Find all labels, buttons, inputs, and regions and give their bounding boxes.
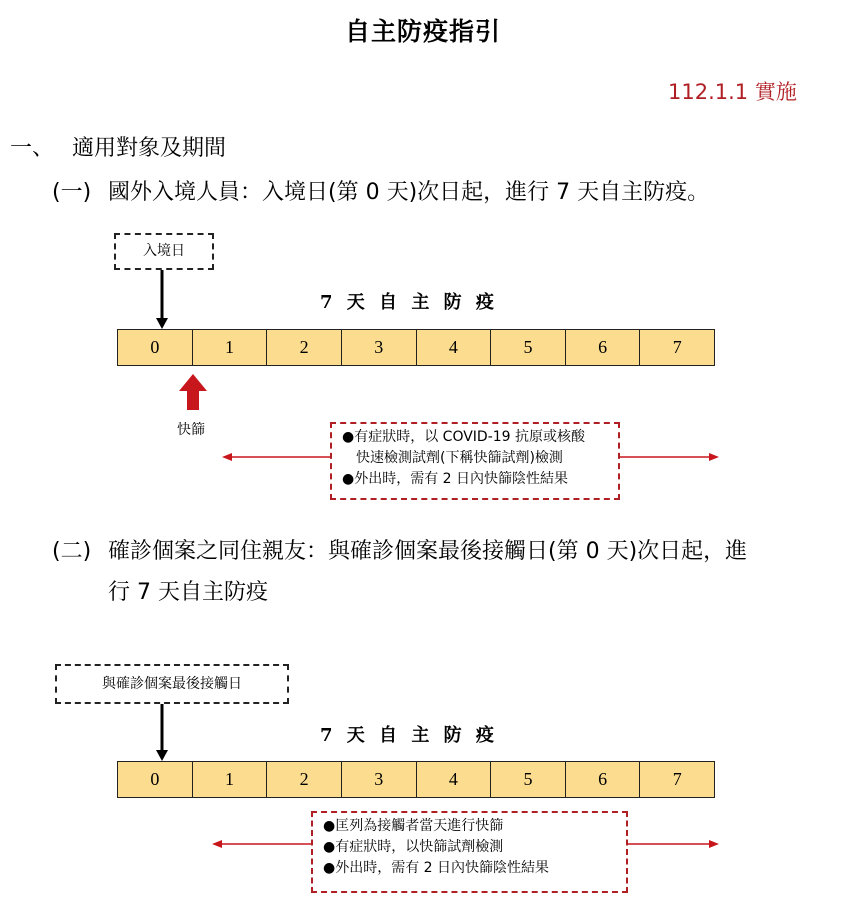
item2-text-line1: 確診個案之同住親友：與確診個案最後接觸日(第 0 天)次日起，進 xyxy=(108,539,748,564)
up-arrow-icon xyxy=(179,374,207,410)
day-cell: 4 xyxy=(417,762,492,797)
down-arrow-icon xyxy=(154,704,170,762)
note-line: ●有症狀時，以快篩試劑檢測 xyxy=(323,839,504,855)
day-cell: 7 xyxy=(672,769,682,789)
day-cell: 3 xyxy=(342,762,417,797)
section-title: 適用對象及期間 xyxy=(72,136,227,161)
down-arrow-icon xyxy=(154,270,170,330)
timeline2-bar xyxy=(117,761,715,798)
section-heading xyxy=(10,131,226,162)
timeline2-notes xyxy=(311,811,628,893)
day-cell: 0 xyxy=(118,762,193,797)
entry-day-box: 入境日 xyxy=(114,233,214,270)
day-cell: 2 xyxy=(267,762,342,797)
timeline1-bar xyxy=(117,329,715,366)
timeline2-title: 7 天 自 主 防 疫 xyxy=(320,725,494,746)
section-number: 一、 xyxy=(10,136,55,161)
note-line: ●外出時，需有 2 日內快篩陰性結果 xyxy=(323,860,550,876)
day-cell: 1 xyxy=(193,762,268,797)
day-cell: 6 xyxy=(566,762,641,797)
day-cell: 2 xyxy=(267,330,342,365)
item1-text: 國外入境人員：入境日(第 0 天)次日起，進行 7 天自主防疫。 xyxy=(108,180,710,205)
item2-text-line2: 行 7 天自主防疫 xyxy=(108,580,268,605)
last-contact-day-box: 與確診個案最後接觸日 xyxy=(55,664,289,704)
note-line: ●匡列為接觸者當天進行快篩 xyxy=(323,818,504,834)
document-title: 自主防疫指引 xyxy=(344,17,501,46)
day-cell: 6 xyxy=(566,330,641,365)
day-cell: 5 xyxy=(491,762,566,797)
item2-number: (二) xyxy=(52,539,92,564)
timeline1-title: 7 天 自 主 防 疫 xyxy=(320,292,494,313)
day-cell: 0 xyxy=(118,330,193,365)
note-line: ●有症狀時，以 COVID-19 抗原或核酸 xyxy=(342,429,586,445)
effective-date: 112.1.1 實施 xyxy=(668,80,797,104)
day-cell: 4 xyxy=(417,330,492,365)
day-cell: 1 xyxy=(193,330,268,365)
rapid-test-label: 快篩 xyxy=(177,422,205,438)
day-cell: 3 xyxy=(342,330,417,365)
item1-number: (一) xyxy=(52,180,92,205)
timeline1-notes xyxy=(330,422,620,500)
note-line: ●外出時，需有 2 日內快篩陰性結果 xyxy=(342,471,569,487)
day-cell: 7 xyxy=(672,337,682,357)
day-cell: 5 xyxy=(491,330,566,365)
note-line: 快速檢測試劑(下稱快篩試劑)檢測 xyxy=(356,450,563,466)
